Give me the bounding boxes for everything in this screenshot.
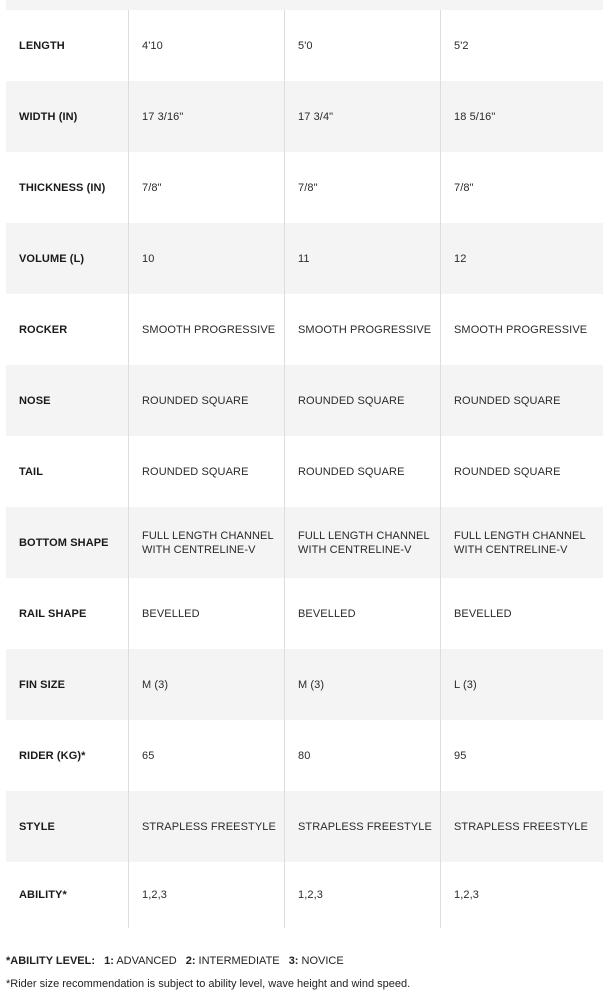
row-label: RIDER (KG)* (19, 749, 86, 762)
ability-level-text: NOVICE (301, 955, 344, 967)
table-row-fin-size (6, 649, 603, 720)
table-cell: BEVELLED (440, 578, 599, 649)
table-cell: ROUNDED SQUARE (128, 365, 284, 436)
table-cell: 1,2,3 (284, 862, 440, 928)
table-cell: 80 (284, 720, 440, 791)
table-row-ability (6, 862, 603, 928)
ability-level-text: ADVANCED (116, 955, 177, 967)
table-cell: SMOOTH PROGRESSIVE (284, 294, 440, 365)
table-cell: 95 (440, 720, 599, 791)
table-cell: ROUNDED SQUARE (440, 436, 599, 507)
table-row-rider (6, 720, 603, 791)
table-row-thickness (6, 152, 603, 223)
table-row-length (6, 10, 603, 81)
row-label: TAIL (19, 465, 44, 478)
table-cell: 5'0 (284, 10, 440, 81)
table-cell: 18 5/16" (440, 81, 599, 152)
ability-level-number: 2: (185, 955, 196, 967)
rider-size-note: *Rider size recommendation is subject to ability level, wave height and wind speed. (6, 978, 411, 990)
ability-level-text: INTERMEDIATE (198, 955, 280, 967)
ability-level-number: 3: (288, 955, 299, 967)
footnotes (6, 954, 603, 991)
table-row-rocker (6, 294, 603, 365)
table-cell: ROUNDED SQUARE (128, 436, 284, 507)
row-label: FIN SIZE (19, 678, 66, 691)
table-row-tail (6, 436, 603, 507)
table-cell: 1,2,3 (128, 862, 284, 928)
table-cell: 7/8" (440, 152, 599, 223)
row-label: LENGTH (19, 39, 65, 52)
table-cell: 65 (128, 720, 284, 791)
table-cell: 11 (284, 223, 440, 294)
spec-table (6, 10, 603, 928)
table-cell: 17 3/4" (284, 81, 440, 152)
row-label: RAIL SHAPE (19, 607, 87, 620)
table-cell: 10 (128, 223, 284, 294)
table-cell: 7/8" (128, 152, 284, 223)
table-cell: STRAPLESS FREESTYLE (440, 791, 599, 862)
table-row-width (6, 81, 603, 152)
table-cell: BEVELLED (128, 578, 284, 649)
table-cell: 1,2,3 (440, 862, 599, 928)
table-cell: SMOOTH PROGRESSIVE (128, 294, 284, 365)
row-label: THICKNESS (IN) (19, 181, 106, 194)
ability-level-legend (6, 954, 603, 968)
ability-level-number: 1: (104, 955, 114, 967)
table-cell: 4'10 (128, 10, 284, 81)
table-cell: 5'2 (440, 10, 599, 81)
row-label: BOTTOM SHAPE (19, 536, 109, 549)
row-label: STYLE (19, 820, 55, 833)
table-row-bottom-shape (6, 507, 603, 578)
table-cell: 7/8" (284, 152, 440, 223)
table-cell: ROUNDED SQUARE (284, 365, 440, 436)
table-cell: L (3) (440, 649, 599, 720)
table-cell: SMOOTH PROGRESSIVE (440, 294, 599, 365)
row-label: ABILITY* (19, 889, 67, 901)
table-cell: FULL LENGTH CHANNEL WITH CENTRELINE-V (440, 507, 599, 578)
ability-legend-title: *ABILITY LEVEL: (6, 955, 96, 967)
table-top-strip (6, 0, 603, 10)
table-cell: 17 3/16" (128, 81, 284, 152)
row-label: WIDTH (IN) (19, 110, 78, 123)
table-cell: ROUNDED SQUARE (440, 365, 599, 436)
table-cell: ROUNDED SQUARE (284, 436, 440, 507)
table-cell: BEVELLED (284, 578, 440, 649)
table-cell: M (3) (128, 649, 284, 720)
row-label: ROCKER (19, 323, 68, 336)
table-row-nose (6, 365, 603, 436)
table-row-style (6, 791, 603, 862)
table-row-volume (6, 223, 603, 294)
table-cell: M (3) (284, 649, 440, 720)
row-label: NOSE (19, 394, 51, 407)
table-cell: STRAPLESS FREESTYLE (284, 791, 440, 862)
table-row-rail-shape (6, 578, 603, 649)
table-cell: FULL LENGTH CHANNEL WITH CENTRELINE-V (284, 507, 440, 578)
row-label: VOLUME (L) (19, 252, 85, 265)
table-cell: STRAPLESS FREESTYLE (128, 791, 284, 862)
table-cell: 12 (440, 223, 599, 294)
table-cell: FULL LENGTH CHANNEL WITH CENTRELINE-V (128, 507, 284, 578)
